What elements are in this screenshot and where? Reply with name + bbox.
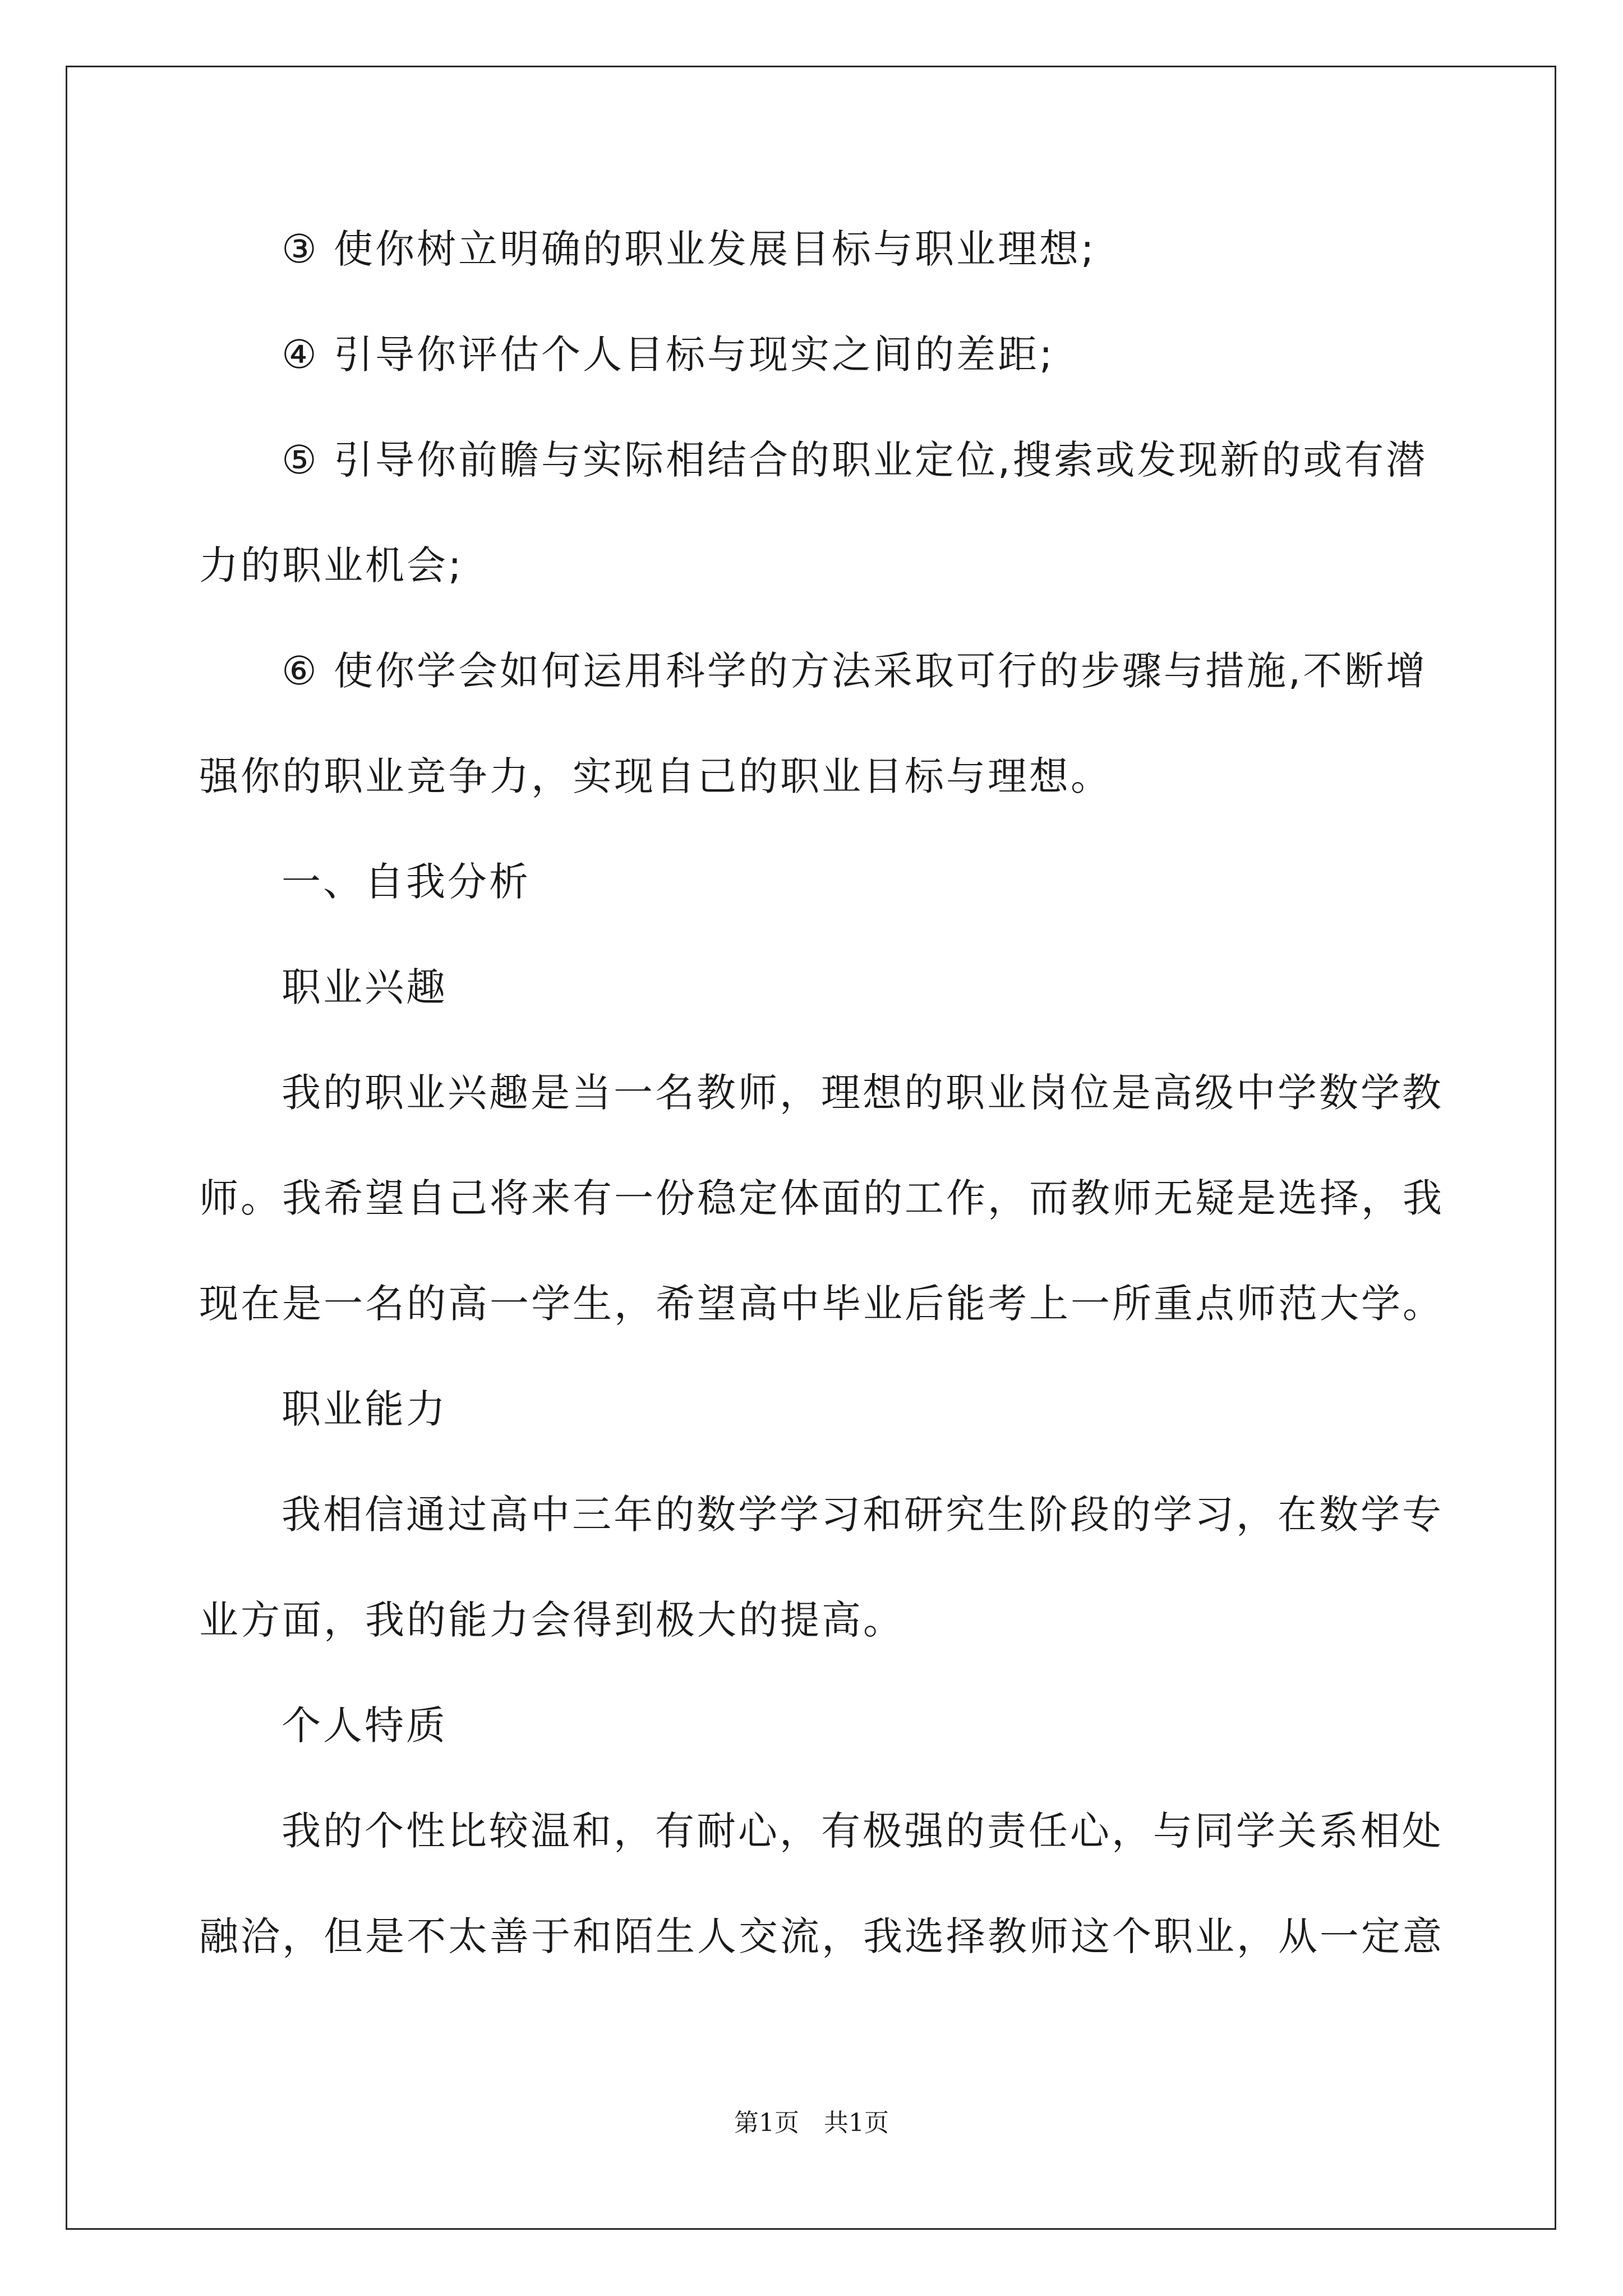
text-line-10: 师。我希望自己将来有一份稳定体面的工作，而教师无疑是选择，我	[199, 1175, 1444, 1221]
page-footer: 第1页 共1页	[734, 2109, 889, 2137]
text-line-13: 我相信通过高中三年的数学学习和研究生阶段的学习，在数学专	[282, 1492, 1444, 1538]
text-line-14: 业方面，我的能力会得到极大的提高。	[199, 1597, 905, 1643]
subheading-ability: 职业能力	[282, 1386, 448, 1432]
text-line-6: 强你的职业竞争力，实现自己的职业目标与理想。	[199, 753, 1112, 799]
text-line-3: ⑤ 引导你前瞻与实际相结合的职业定位,搜索或发现新的或有潜	[282, 437, 1428, 483]
text-line-17: 融洽，但是不太善于和陌生人交流，我选择教师这个职业，从一定意	[199, 1913, 1444, 1959]
text-line-16: 我的个性比较温和，有耐心，有极强的责任心，与同学关系相处	[282, 1808, 1444, 1854]
text-line-2: ④ 引导你评估个人目标与现实之间的差距;	[282, 332, 1055, 378]
page-border	[66, 66, 1556, 2230]
text-line-1: ③ 使你树立明确的职业发展目标与职业理想;	[282, 226, 1096, 272]
text-line-9: 我的职业兴趣是当一名教师，理想的职业岗位是高级中学数学教	[282, 1070, 1444, 1116]
section-heading: 一、自我分析	[282, 859, 531, 905]
subheading-traits: 个人特质	[282, 1703, 448, 1749]
text-line-5: ⑥ 使你学会如何运用科学的方法采取可行的步骤与措施,不断增	[282, 648, 1428, 694]
text-line-11: 现在是一名的高一学生，希望高中毕业后能考上一所重点师范大学。	[199, 1281, 1444, 1327]
subheading-interest: 职业兴趣	[282, 964, 448, 1010]
text-line-4: 力的职业机会;	[199, 542, 464, 588]
